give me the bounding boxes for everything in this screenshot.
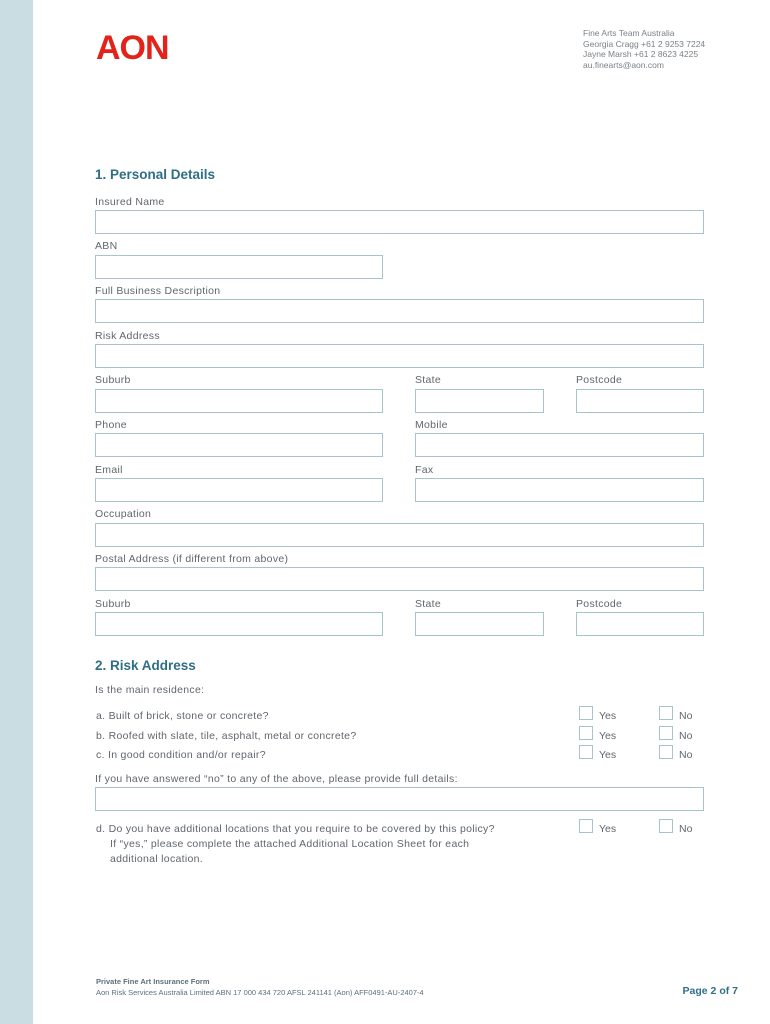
question-b: b. Roofed with slate, tile, asphalt, metal or concrete?: [96, 730, 357, 742]
question-c-yes-label: Yes: [599, 749, 617, 761]
question-c-no-checkbox[interactable]: [659, 745, 673, 759]
fax-input[interactable]: [415, 478, 704, 502]
section-personal-details-title: 1. Personal Details: [95, 167, 216, 182]
occupation-input[interactable]: [95, 523, 704, 547]
postal-state-label: State: [415, 598, 442, 610]
postal-postcode-label: Postcode: [576, 598, 623, 610]
fax-label: Fax: [415, 464, 434, 476]
state-label: State: [415, 374, 442, 386]
question-b-no-checkbox[interactable]: [659, 726, 673, 740]
contact-jayne: Jayne Marsh +61 2 8623 4225: [583, 49, 699, 59]
postcode-label: Postcode: [576, 374, 623, 386]
question-d-line3: additional location.: [110, 853, 203, 865]
suburb-input[interactable]: [95, 389, 383, 413]
contact-block: [583, 28, 705, 70]
question-d-yes-label: Yes: [599, 823, 617, 835]
footer-company-line: Aon Risk Services Australia Limited ABN 17 000 434 720 AFSL 241141 (Aon) AFF0491-AU-2407-4: [96, 988, 424, 997]
main-residence-intro: Is the main residence:: [95, 684, 205, 696]
postal-state-input[interactable]: [415, 612, 544, 636]
contact-team: Fine Arts Team Australia: [583, 28, 675, 38]
mobile-input[interactable]: [415, 433, 704, 457]
question-d-line2: If “yes,” please complete the attached Additional Location Sheet for each: [110, 838, 470, 850]
insured-name-label: Insured Name: [95, 196, 165, 208]
phone-label: Phone: [95, 419, 127, 431]
page-number: Page 2 of 7: [682, 985, 738, 997]
question-a-no-checkbox[interactable]: [659, 706, 673, 720]
details-prompt: If you have answered “no” to any of the above, please provide full details:: [95, 773, 458, 785]
question-d-line1: d. Do you have additional locations that you require to be covered by this policy?: [96, 823, 495, 835]
risk-address-label: Risk Address: [95, 330, 160, 342]
phone-input[interactable]: [95, 433, 383, 457]
contact-georgia: Georgia Cragg +61 2 9253 7224: [583, 38, 706, 49]
question-b-yes-checkbox[interactable]: [579, 726, 593, 740]
question-a-yes-label: Yes: [599, 710, 617, 722]
question-a-no-label: No: [679, 710, 693, 722]
question-a: a. Built of brick, stone or concrete?: [96, 710, 269, 722]
question-c: c. In good condition and/or repair?: [96, 749, 266, 761]
section-risk-address-title: 2. Risk Address: [95, 658, 196, 673]
state-input[interactable]: [415, 389, 544, 413]
postal-address-label: Postal Address (if different from above): [95, 553, 289, 565]
contact-email: au.finearts@aon.com: [583, 59, 664, 70]
side-band: [0, 0, 33, 1024]
email-input[interactable]: [95, 478, 383, 502]
suburb-label: Suburb: [95, 374, 131, 386]
question-b-yes-label: Yes: [599, 730, 617, 742]
occupation-label: Occupation: [95, 508, 152, 520]
question-c-no-label: No: [679, 749, 693, 761]
business-description-label: Full Business Description: [95, 285, 221, 297]
postal-address-input[interactable]: [95, 567, 704, 591]
insured-name-input[interactable]: [95, 210, 704, 234]
email-label: Email: [95, 464, 123, 476]
question-b-no-label: No: [679, 730, 693, 742]
postal-postcode-input[interactable]: [576, 612, 704, 636]
postcode-input[interactable]: [576, 389, 704, 413]
footer-form-name: Private Fine Art Insurance Form: [96, 977, 210, 986]
abn-label: ABN: [95, 240, 118, 252]
postal-suburb-input[interactable]: [95, 612, 383, 636]
mobile-label: Mobile: [415, 419, 448, 431]
question-d-no-checkbox[interactable]: [659, 819, 673, 833]
question-c-yes-checkbox[interactable]: [579, 745, 593, 759]
aon-logo: AON: [96, 29, 169, 67]
risk-address-input[interactable]: [95, 344, 704, 368]
details-input[interactable]: [95, 787, 704, 811]
business-description-input[interactable]: [95, 299, 704, 323]
question-d-yes-checkbox[interactable]: [579, 819, 593, 833]
question-a-yes-checkbox[interactable]: [579, 706, 593, 720]
question-d: [96, 822, 495, 867]
postal-suburb-label: Suburb: [95, 598, 131, 610]
abn-input[interactable]: [95, 255, 383, 279]
question-d-no-label: No: [679, 823, 693, 835]
